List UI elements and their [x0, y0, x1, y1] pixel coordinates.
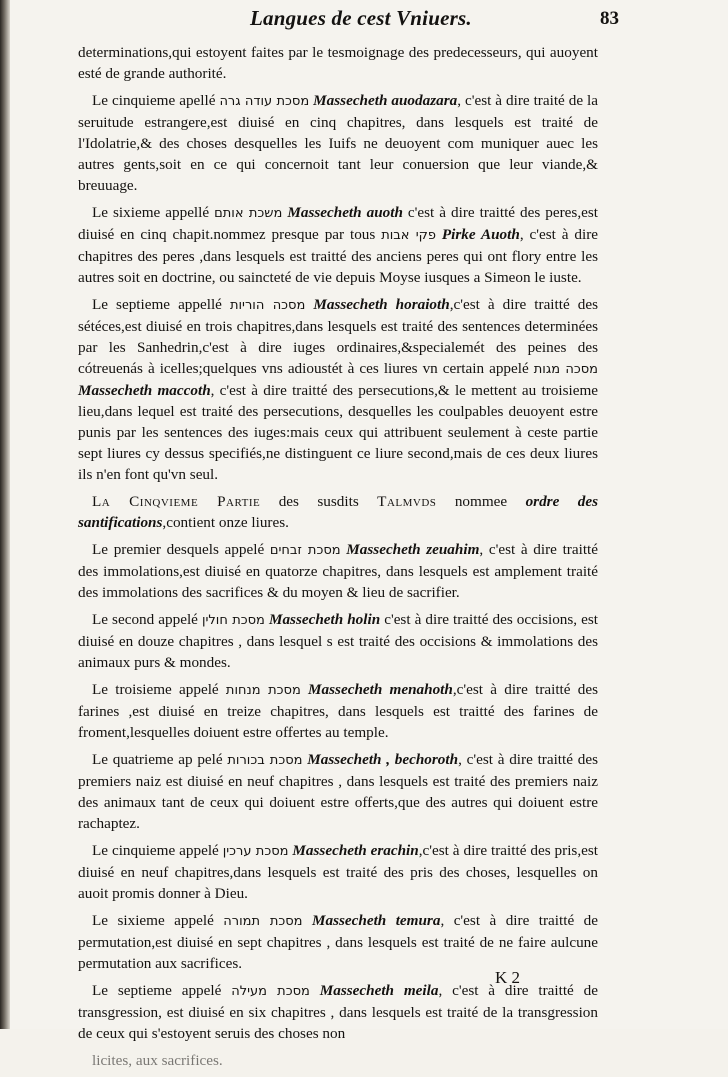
body-text: [78, 42, 598, 1077]
small-caps-heading: La Cinqvieme Partie: [92, 493, 261, 510]
text-run: Le quatrieme ap pelé: [92, 751, 228, 768]
hebrew-title: מסכת זבחים: [269, 543, 341, 558]
tractate-name: Massecheth maccoth: [78, 382, 211, 399]
signature-mark: K 2: [495, 968, 521, 987]
hebrew-title: מסכה מגות: [533, 362, 599, 377]
text-run: [301, 681, 308, 698]
paragraph: [78, 840, 598, 904]
text-run: Le cinquieme apellé: [92, 92, 220, 109]
paragraph: [78, 202, 598, 288]
tractate-name: Massecheth auoth: [287, 204, 403, 221]
hebrew-title: משכת אותם: [214, 206, 283, 221]
tractate-name: Massecheth auodazara: [313, 92, 458, 109]
tractate-name: ordre des santifications: [78, 493, 599, 531]
text-run: nommee: [436, 493, 526, 510]
paragraph: [78, 749, 598, 834]
paragraph: [78, 42, 598, 84]
text-run: Le sixieme appellé: [92, 204, 215, 221]
text-run: Le second appelé: [92, 611, 202, 628]
running-head: Langues de cest Vniuers.: [250, 6, 472, 30]
hebrew-title: מסכת מנחות: [225, 683, 301, 698]
page-header: [0, 6, 728, 36]
tractate-name: Massecheth temura: [311, 912, 441, 929]
tractate-name: Pirke Auoth: [441, 226, 520, 243]
small-caps-heading: Talmvds: [377, 493, 437, 510]
hebrew-title: פקי אבות: [381, 228, 436, 243]
tractate-name: Massecheth horaioth: [313, 296, 450, 313]
text-run: c'est à dire traitté des peres,est diuisé en cinq chapit.nommez presque par tous: [78, 204, 599, 243]
text-run: ,c'est à dire traitté des pris,est diuisé en neuf chapitres,dans lesquels est traité des pris des choses, lesquelles on auoit promis donner à Dieu.: [78, 842, 599, 902]
hebrew-title: מסכת חולין: [201, 613, 265, 628]
text-run: [310, 982, 320, 999]
tractate-name: Massecheth menahoth: [308, 681, 453, 698]
tractate-name: Massecheth , bechoroth: [307, 751, 459, 768]
text-run: , c'est à dire traitté de transgression, est diuisé en six chapitres , dans lesquels est traité de la transgression de ceux qui s'estoyent seruis des choses non: [78, 982, 598, 1042]
text-run: , c'est à dire traitté des premiers naiz est diuisé en neuf chapitres , dans lesquels est traité des premiers naiz des animaux tant de ceux qui doiuent estre offerts,que des autres qui doiuent estre rachaptez.: [78, 751, 598, 832]
paragraph: [78, 491, 598, 533]
text-run: Le septieme appelé: [92, 982, 232, 999]
text-run: , c'est à dire traité de la seruitude estrangere,est diuisé en cinq chapitres, dans lesquels est traité de l'Idolatrie,& des choses desquelles les Iuifs ne deuoyent com muniquer auec les autres gents,soit en ce qui concernoit tant leur conuersion que leur viande,& breuuage.: [78, 92, 599, 194]
text-run: , c'est à dire traitté des persecutions,& le mettent au troisieme lieu,dans lequel est traité des persecutions, desquelles les coulpables deuoyent estre punis par les sentences des iuges:mais ceux qui attribuent seulement à ceste partie sept liures cy dessus specifiés,ne distinguent ce liure second,mais de ces deux liures ils n'en font qu'vn seul.: [78, 382, 599, 483]
paragraph: [78, 294, 598, 485]
paragraph: [78, 609, 598, 673]
text-run: ,c'est à dire traitté des sétéces,est diuisé en trois chapitres,dans lesquels est traité des sentences determinées par les Sanhedrin,c'est à dire iuges ordinaires,&specialemét des peines des cótreuenás à icelles;quelques vns adioustét à ces liures vn certain appelé: [78, 296, 598, 377]
tractate-name: Massecheth meila: [319, 982, 439, 999]
hebrew-title: מסכת בכורות: [227, 753, 303, 768]
tractate-name: Massecheth holin: [268, 611, 381, 628]
text-run: , c'est à dire chapitres des peres ,dans lesquels est traitté des anciens peres qui ont flory entre les autres soit en doctrine, ou saincteté de vie depuis Moyse iusques a Simeon le iuste.: [78, 226, 599, 286]
paragraph: [78, 90, 598, 196]
text-run: c'est à dire traitté des occisions, est diuisé en douze chapitres , dans lesquel s est traité des occisions & immolations des animaux purs & mondes.: [78, 611, 599, 671]
text-run: Le sixieme appelé: [92, 912, 224, 929]
text-run: des susdits: [260, 493, 378, 510]
text-run: Le troisieme appelé: [92, 681, 226, 698]
text-run: determinations,qui estoyent faites par le tesmoignage des predecesseurs, qui auoyent esté de grande authorité.: [78, 44, 598, 82]
hebrew-title: מסכת תמורה: [223, 914, 303, 929]
page-gutter-shadow: [0, 0, 10, 1029]
hebrew-title: מסכת ערכין: [222, 844, 289, 859]
text-run: , c'est à dire traitté des immolations,est diuisé en quatorze chapitres, dans lesquels est amplement traité des immolations des sacrifices & du moyen & lieu de sacrifier.: [78, 541, 598, 601]
text-run: [303, 912, 312, 929]
paragraph: [78, 910, 598, 974]
hebrew-title: מסכת מעילה: [231, 984, 310, 999]
paragraph: [78, 679, 598, 743]
text-run: Le septieme appellé: [92, 296, 230, 313]
text-run: licites, aux sacrifices.: [92, 1052, 223, 1069]
page-number: 83: [600, 8, 619, 29]
text-run: Le premier desquels appelé: [92, 541, 270, 558]
text-run: ,c'est à dire traitté des farines ,est diuisé en treize chapitres, dans lesquels est traitté des farines de froment,lesquelles doiuent estre offertes au temple.: [78, 681, 599, 741]
hebrew-title: מסכת עודה גרה: [219, 94, 310, 109]
paragraph: [78, 539, 598, 603]
paragraph: [78, 980, 598, 1044]
text-run: Le cinquieme appelé: [92, 842, 223, 859]
tractate-name: Massecheth erachin: [292, 842, 419, 859]
text-run: , c'est à dire traitté de permutation,est diuisé en sept chapitres , dans lesquels est traité de ne faire aulcune permutation aux sacrifices.: [78, 912, 598, 972]
tractate-name: Massecheth zeuahim: [346, 541, 480, 558]
text-run: ,contient onze liures.: [162, 514, 289, 531]
paragraph: [78, 1050, 598, 1071]
hebrew-title: מסכה הוריות: [229, 298, 306, 313]
